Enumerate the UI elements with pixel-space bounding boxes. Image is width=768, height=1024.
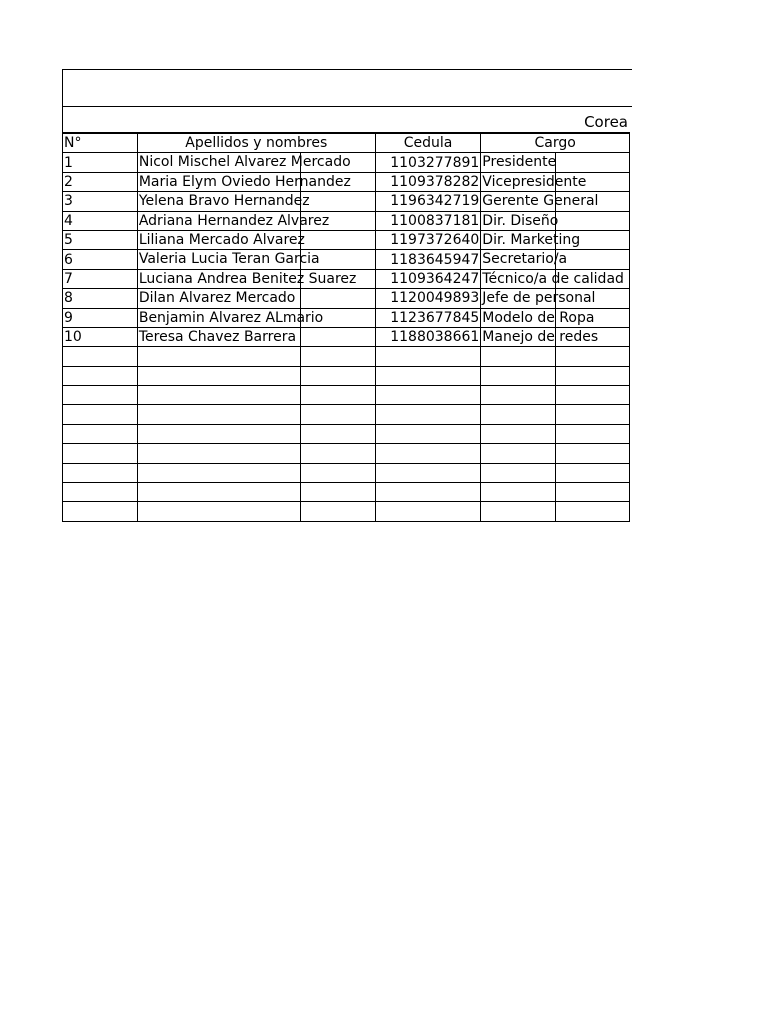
cell-id[interactable] — [375, 230, 481, 249]
cell-empty[interactable] — [375, 405, 481, 424]
cell-empty[interactable] — [63, 424, 138, 443]
row-name: Valeria Lucia Teran Garcia — [138, 251, 320, 268]
cell-empty[interactable] — [300, 366, 375, 385]
cell-empty[interactable] — [375, 444, 481, 463]
row-num: 8 — [64, 290, 73, 307]
cell-num[interactable] — [63, 269, 138, 288]
cell-empty[interactable] — [63, 444, 138, 463]
cell-empty[interactable] — [300, 483, 375, 502]
cell-empty[interactable] — [63, 386, 138, 405]
cell-empty[interactable] — [137, 386, 300, 405]
cell-empty[interactable] — [556, 366, 630, 385]
header-num[interactable]: N° — [63, 134, 138, 153]
empty-row — [63, 347, 630, 366]
cell-num[interactable] — [63, 211, 138, 230]
cell-id[interactable] — [375, 327, 481, 346]
cell-empty[interactable] — [63, 405, 138, 424]
cell-empty[interactable] — [481, 463, 556, 482]
cell-empty[interactable] — [481, 502, 556, 521]
empty-row — [63, 405, 630, 424]
subtitle-row[interactable] — [62, 107, 630, 133]
table-row — [63, 153, 630, 172]
cell-empty[interactable] — [375, 424, 481, 443]
cell-empty[interactable] — [137, 483, 300, 502]
row-name: Maria Elym Oviedo Hernandez — [138, 173, 351, 190]
cell-num[interactable] — [63, 250, 138, 269]
cell-empty[interactable] — [300, 327, 375, 346]
row-num: 1 — [64, 154, 73, 171]
row-id: 1100837181 — [390, 212, 480, 229]
row-id: 1109378282 — [390, 173, 480, 190]
cell-name[interactable] — [137, 269, 357, 288]
cell-role[interactable] — [481, 153, 556, 172]
row-name: Luciana Andrea Benitez Suarez — [138, 270, 357, 287]
row-num: 10 — [64, 329, 82, 346]
row-num: 9 — [64, 309, 73, 326]
row-id: 1123677845 — [390, 309, 480, 326]
cell-num[interactable] — [63, 192, 138, 211]
row-num: 6 — [64, 251, 73, 268]
row-name: Adriana Hernandez Alvarez — [138, 212, 330, 229]
row-role: Presidente — [482, 154, 557, 171]
cell-role[interactable] — [481, 172, 587, 191]
row-role: Secretario/a — [482, 251, 568, 268]
row-name: Benjamin Alvarez ALmario — [138, 309, 324, 326]
table-row — [63, 172, 630, 191]
cell-empty[interactable] — [300, 347, 375, 366]
row-role: Manejo de redes — [482, 328, 599, 345]
table-row — [63, 308, 630, 327]
cell-empty[interactable] — [375, 386, 481, 405]
row-role: Dir. Diseño — [482, 212, 559, 229]
cell-role[interactable] — [481, 289, 596, 308]
cell-num[interactable] — [63, 230, 138, 249]
header-id[interactable]: Cedula — [375, 134, 481, 153]
cell-empty[interactable] — [63, 463, 138, 482]
cell-empty[interactable] — [481, 386, 556, 405]
cell-empty[interactable] — [63, 347, 138, 366]
cell-id[interactable] — [375, 192, 481, 211]
empty-row — [63, 386, 630, 405]
row-role: Técnico/a de calidad — [482, 270, 624, 287]
cell-empty[interactable] — [137, 366, 300, 385]
cell-empty[interactable] — [137, 463, 300, 482]
cell-empty[interactable] — [375, 502, 481, 521]
cell-role[interactable] — [481, 269, 624, 288]
empty-row — [63, 424, 630, 443]
row-role: Modelo de Ropa — [482, 309, 595, 326]
cell-empty[interactable] — [556, 405, 630, 424]
cell-id[interactable] — [375, 308, 481, 327]
row-id: 1188038661 — [390, 329, 480, 346]
cell-num[interactable] — [63, 289, 138, 308]
cell-empty[interactable] — [556, 463, 630, 482]
cell-empty[interactable] — [300, 405, 375, 424]
cell-empty[interactable] — [556, 483, 630, 502]
table-row — [63, 269, 630, 288]
cell-role[interactable] — [481, 230, 581, 249]
cell-empty[interactable] — [481, 424, 556, 443]
cell-empty[interactable] — [375, 463, 481, 482]
cell-name[interactable] — [137, 327, 300, 346]
cell-role[interactable] — [481, 211, 559, 230]
row-name: Teresa Chavez Barrera — [138, 328, 297, 345]
empty-row — [63, 463, 630, 482]
cell-name[interactable] — [137, 172, 351, 191]
row-name: Yelena Bravo Hernandez — [138, 193, 310, 210]
table-row — [63, 230, 630, 249]
cell-empty[interactable] — [137, 444, 300, 463]
spreadsheet — [62, 69, 632, 522]
row-num: 7 — [64, 270, 73, 287]
cell-empty[interactable] — [556, 502, 630, 521]
row-role: Gerente General — [482, 193, 599, 210]
cell-empty[interactable] — [137, 424, 300, 443]
cell-empty[interactable] — [137, 347, 300, 366]
cell-name[interactable] — [137, 289, 300, 308]
cell-empty[interactable] — [63, 502, 138, 521]
data-table — [62, 133, 630, 522]
cell-name[interactable] — [137, 192, 310, 211]
cell-role[interactable] — [481, 250, 568, 269]
cell-num[interactable] — [63, 308, 138, 327]
cell-empty[interactable] — [300, 444, 375, 463]
cell-num[interactable] — [63, 327, 138, 346]
row-name: Liliana Mercado Alvarez — [138, 231, 305, 248]
cell-empty[interactable] — [300, 424, 375, 443]
row-id: 1196342719 — [390, 193, 480, 210]
table-row — [63, 211, 630, 230]
header-name[interactable]: Apellidos y nombres — [137, 134, 375, 153]
cell-empty[interactable] — [63, 483, 138, 502]
cell-empty[interactable] — [137, 405, 300, 424]
row-role: Jefe de personal — [482, 290, 596, 307]
cell-empty[interactable] — [300, 230, 375, 249]
row-num: 5 — [64, 232, 73, 249]
cell-id[interactable] — [375, 211, 481, 230]
cell-id[interactable] — [375, 269, 481, 288]
cell-empty[interactable] — [556, 386, 630, 405]
row-id: 1183645947 — [390, 251, 480, 268]
cell-empty[interactable] — [300, 502, 375, 521]
cell-name[interactable] — [137, 230, 305, 249]
row-role: Vicepresidente — [482, 173, 587, 190]
row-num: 3 — [64, 193, 73, 210]
cell-empty[interactable] — [556, 444, 630, 463]
cell-name[interactable] — [137, 211, 330, 230]
cell-empty[interactable] — [375, 483, 481, 502]
cell-empty[interactable] — [556, 347, 630, 366]
cell-empty[interactable] — [63, 366, 138, 385]
cell-empty[interactable] — [556, 211, 630, 230]
cell-empty[interactable] — [300, 463, 375, 482]
header-role[interactable]: Cargo — [481, 134, 630, 153]
cell-empty[interactable] — [481, 444, 556, 463]
row-num: 2 — [64, 173, 73, 190]
empty-row — [63, 366, 630, 385]
cell-empty[interactable] — [300, 386, 375, 405]
row-name: Nicol Mischel Alvarez Mercado — [138, 154, 351, 171]
row-id: 1109364247 — [390, 270, 480, 287]
cell-name[interactable] — [137, 153, 351, 172]
cell-empty[interactable] — [556, 424, 630, 443]
cell-empty[interactable] — [137, 502, 300, 521]
row-id: 1197372640 — [390, 232, 480, 249]
cell-empty[interactable] — [481, 405, 556, 424]
empty-row — [63, 502, 630, 521]
cell-empty[interactable] — [300, 192, 375, 211]
cell-id[interactable] — [375, 172, 481, 191]
cell-num[interactable] — [63, 172, 138, 191]
table-row — [63, 327, 630, 346]
row-id: 1103277891 — [390, 154, 480, 171]
cell-id[interactable] — [375, 289, 481, 308]
cell-empty[interactable] — [375, 347, 481, 366]
empty-row — [63, 483, 630, 502]
row-id: 1120049893 — [390, 290, 480, 307]
cell-empty[interactable] — [481, 483, 556, 502]
title-row[interactable] — [62, 69, 632, 107]
cell-role[interactable] — [481, 308, 595, 327]
table-row — [63, 289, 630, 308]
empty-row — [63, 444, 630, 463]
cell-role[interactable] — [481, 327, 599, 346]
row-num: 4 — [64, 212, 73, 229]
cell-empty[interactable] — [300, 289, 375, 308]
cell-name[interactable] — [137, 308, 324, 327]
subtitle-text: Corea — [584, 113, 628, 131]
cell-empty[interactable] — [481, 366, 556, 385]
cell-empty[interactable] — [481, 347, 556, 366]
row-role: Dir. Marketing — [482, 231, 581, 248]
cell-name[interactable] — [137, 250, 320, 269]
cell-id[interactable] — [375, 153, 481, 172]
cell-id[interactable] — [375, 250, 481, 269]
table-row — [63, 250, 630, 269]
header-row — [63, 134, 630, 153]
cell-num[interactable] — [63, 153, 138, 172]
table-row — [63, 192, 630, 211]
row-name: Dilan Alvarez Mercado — [138, 290, 296, 307]
cell-role[interactable] — [481, 192, 599, 211]
cell-empty[interactable] — [375, 366, 481, 385]
cell-empty[interactable] — [556, 153, 630, 172]
